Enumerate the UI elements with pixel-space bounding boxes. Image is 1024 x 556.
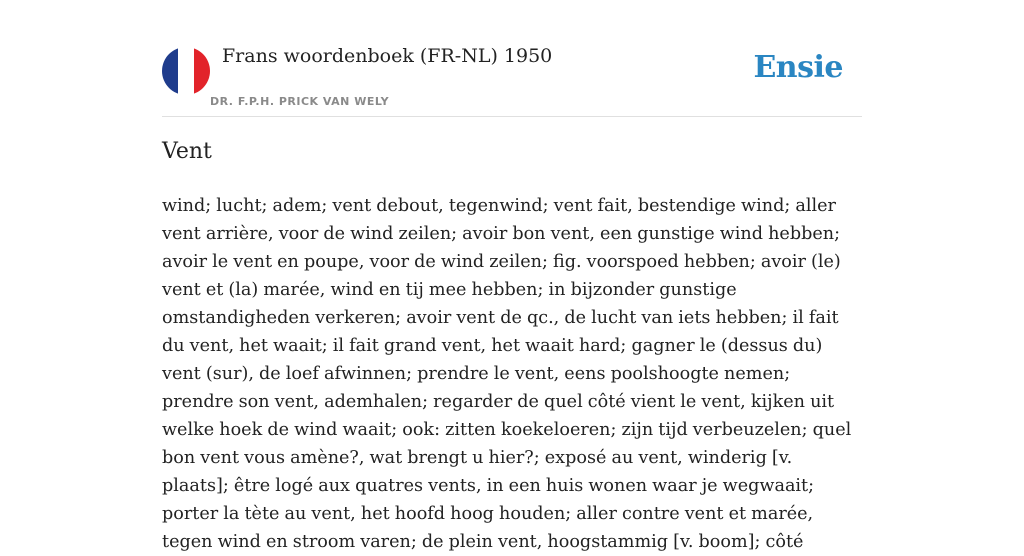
entry-definition: wind; lucht; adem; vent debout, tegenwind; vent fait, bestendige wind; aller vent arrière, voor de wind zeilen; avoir bon vent, een gunstige wind hebben; avoir le vent en poupe, voor de wind zeilen; fig. voorspoed hebben; avoir (le) vent et (la) marée, wind en tij mee hebben; in bijzonder gunstige omstandigheden verkeren; avoir vent de qc., de lucht van iets hebben; il fait du vent, het waait; il fait grand vent, het waait hard; gagner le (dessus du) vent (sur), de loef afwinnen; prendre le vent, eens poolshoogte nemen; prendre son vent, ademhalen; regarder de quel côté vient le vent, kijken uit welke hoek de wind waait; ook: zitten koekeloeren; zijn tijd verbeuzelen; quel bon vent vous amène?, wat brengt u hier?; exposé au vent, winderig [v. plaats]; être logé aux quatres vents, in een huis wonen waar je wegwaait; porter la tète au vent, het hoofd hoog houden; aller contre vent et marée, tegen wind en stroom varen; de plein vent, hoogstammig [v. boom]; côté: [162, 196, 852, 552]
dictionary-author: DR. F.P.H. PRICK VAN WELY: [210, 95, 390, 108]
flag-stripe-red: [194, 47, 210, 95]
entry-title: Vent: [162, 139, 212, 164]
french-flag-icon: [162, 47, 210, 95]
flag-stripe-white: [178, 47, 194, 95]
flag-stripe-blue: [162, 47, 178, 95]
page: [162, 0, 862, 552]
ensie-logo[interactable]: Ensie: [753, 50, 843, 85]
dictionary-title[interactable]: Frans woordenboek (FR-NL) 1950: [222, 45, 553, 67]
dictionary-header: [162, 0, 862, 117]
